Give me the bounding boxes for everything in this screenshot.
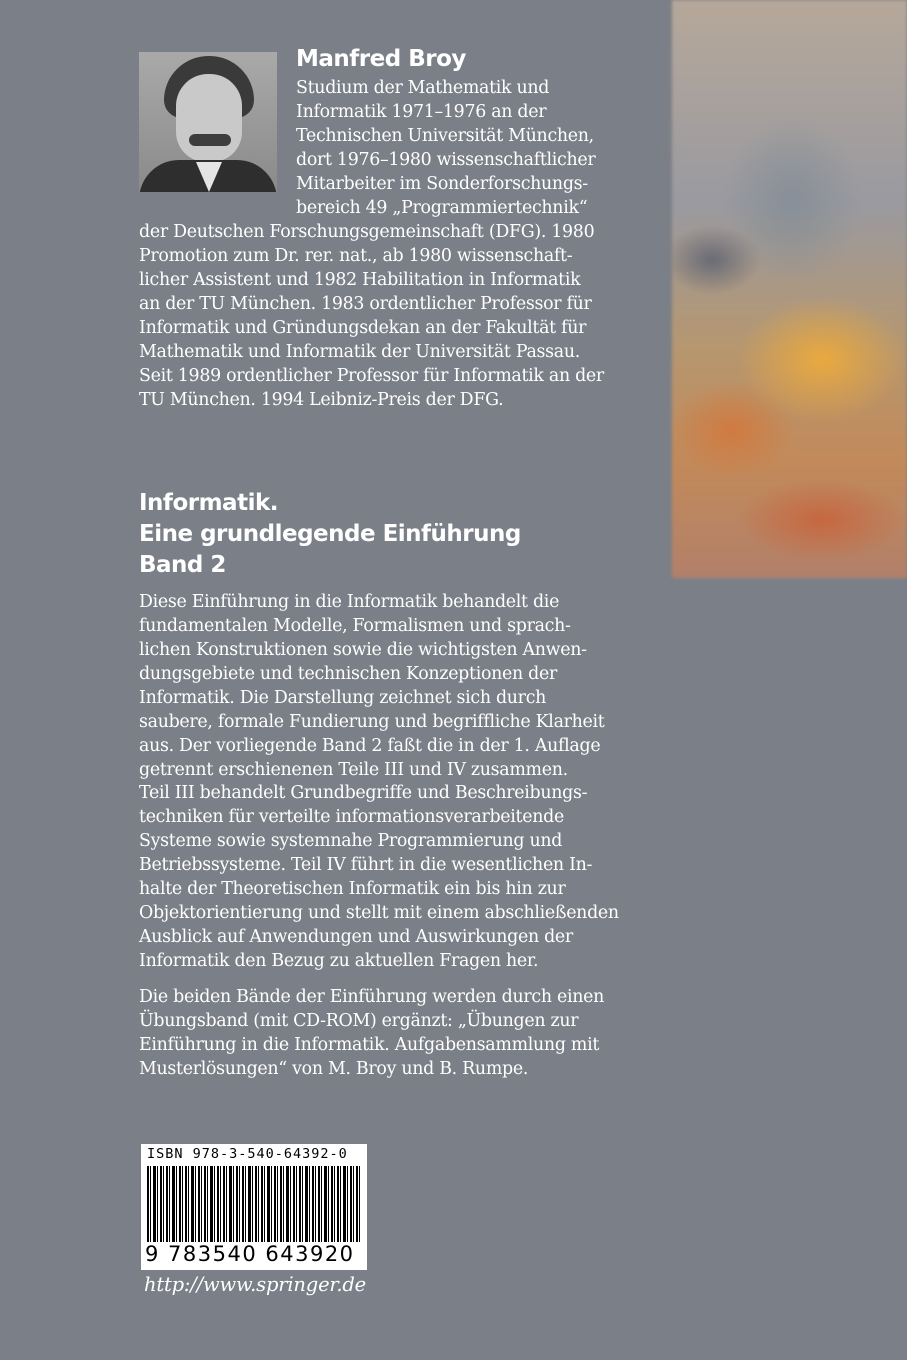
cover-painting	[672, 0, 907, 578]
barcode-icon	[147, 1166, 361, 1242]
author-bio-continued: der Deutschen Forschungsgemeinschaft (DFG). 1980 Promotion zum Dr. rer. nat., ab 1980 wissenschaft- licher Assistent und 1982 Habilitation in Informatik an der TU München. 1983 ordentlicher Professor für Informatik und Gründungsdekan an der Fakultät für Mathematik und Informatik der Universität Passau. Seit 1989 ordentlicher Professor für Informatik an der TU München. 1994 Leibniz-Preis der DFG.	[139, 222, 604, 410]
publisher-url[interactable]: http://www.springer.de	[144, 1273, 367, 1296]
isbn-barcode-box	[141, 1144, 367, 1270]
description-paragraph-3: Die beiden Bände der Einführung werden durch einen Übungsband (mit CD-ROM) ergänzt: „Übungen zur Einführung in die Informatik. Aufgabensammlung mit Musterlösungen“ von M. Broy und B. Rumpe.	[139, 987, 605, 1079]
book-title: Informatik. Eine grundlegende Einführung Band 2	[139, 490, 521, 578]
barcode-digits: 9 783540 643920	[145, 1242, 355, 1266]
author-name: Manfred Broy	[296, 46, 466, 72]
isbn-label: ISBN 978-3-540-64392-0	[147, 1146, 348, 1162]
author-photo	[139, 52, 277, 192]
author-bio-beside-photo: Studium der Mathematik und Informatik 1971–1976 an der Technischen Universität München, dort 1976–1980 wissenschaftlicher Mitarbeiter im Sonderforschungs- bereich 49 „Programmiertechnik“	[296, 78, 596, 218]
description-paragraph-1: Diese Einführung in die Informatik behandelt die fundamentalen Modelle, Formalismen und sprach- lichen Konstruktionen sowie die wichtigsten Anwen- dungsgebiete und technischen Konzeptionen der Informatik. Die Darstellung zeichnet sich durch saubere, formale Fundierung und begriffliche Klarheit aus. Der vorliegende Band 2 faßt die in der 1. Auflage getrennt erschienenen Teile III und IV zusammen.	[139, 592, 605, 780]
description-paragraph-2: Teil III behandelt Grundbegriffe und Beschreibungs- techniken für verteilte informationsverarbeitende Systeme sowie systemnahe Programmierung und Betriebssysteme. Teil IV führt in die wesentlichen In- halte der Theoretischen Informatik ein bis hin zur Objektorientierung und stellt mit einem abschließenden Ausblick auf Anwendungen und Auswirkungen der Informatik den Bezug zu aktuellen Fragen her.	[139, 783, 619, 971]
